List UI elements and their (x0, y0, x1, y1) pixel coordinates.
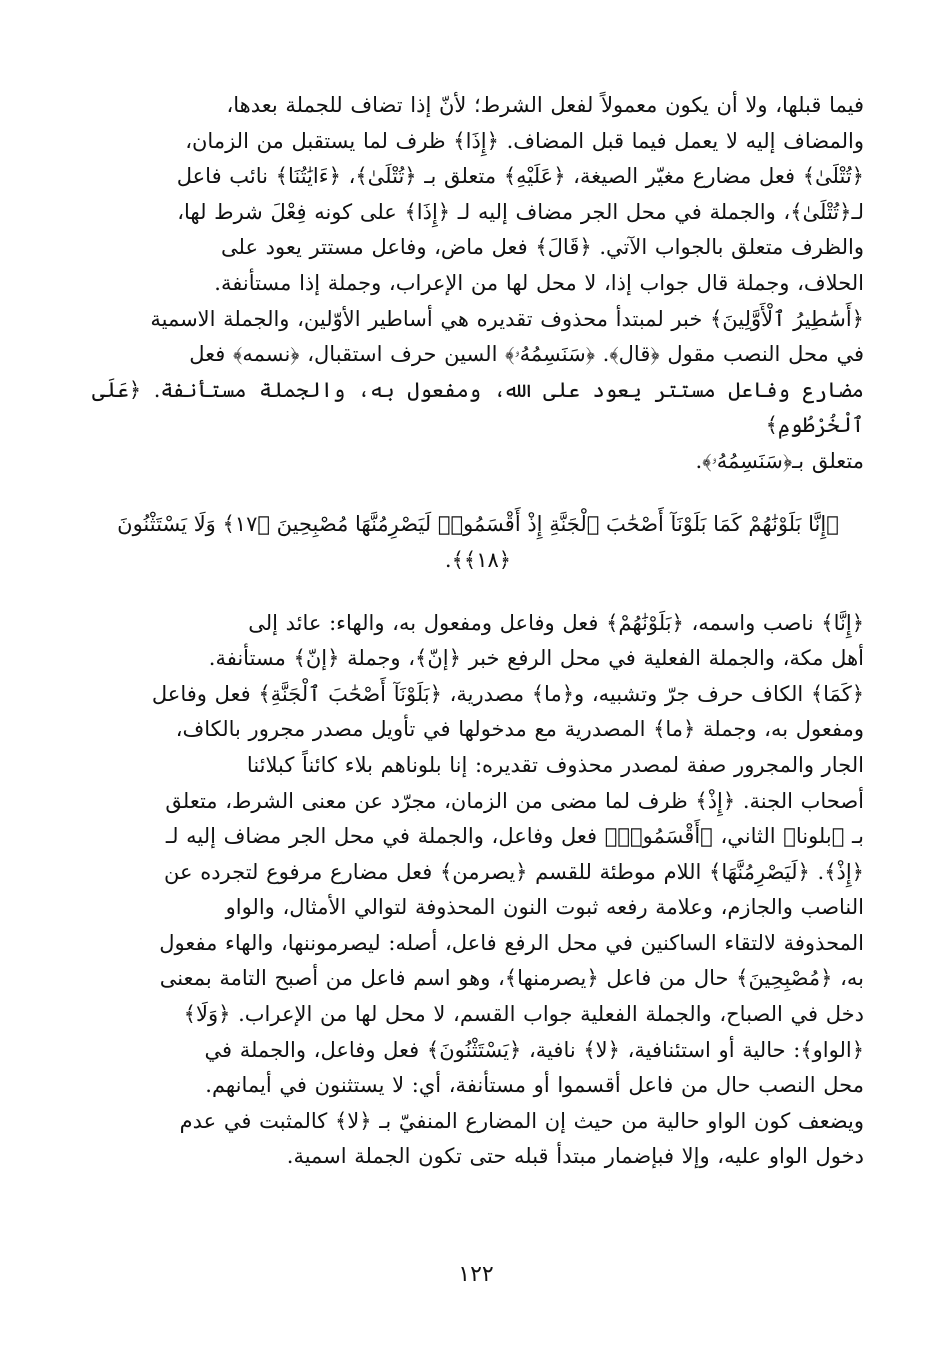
quran-verse: ﴿إِنَّا بَلَوْنَٰهُمْ كَمَا بَلَوْنَآ أَصْحَٰبَ ٱلْجَنَّةِ إِذْ أَقْسَمُوا۟ لَيَصْرِمُنَّهَا مُصْبِحِينَ ﴿١٧﴾ وَلَا يَسْتَثْنُونَ ﴿١٨﴾﴾. (117, 511, 839, 572)
text-line: ومفعول به، وجملة ﴿ما﴾ المصدرية مع مدخولها في تأويل مصدر مجرور بالكاف، (175, 717, 864, 742)
text-line: الناصب والجازم، وعلامة رفعه ثبوت النون المحذوفة لتوالي الأمثال، والواو (225, 895, 864, 920)
text-line: محل النصب حال من فاعل أقسموا أو مستأنفة، أي: لا يستثنون في أيمانهم. (205, 1073, 864, 1098)
text-line: ﴿إِذْ﴾. ﴿لَيَصْرِمُنَّهَا﴾ اللام موطئة للقسم ﴿يصرمن﴾ فعل مضارع مرفوع لتجرده عن (164, 859, 864, 884)
paragraph-2 (92, 606, 864, 1176)
text-line: لـ﴿تُتْلَىٰ﴾، والجملة في محل الجر مضاف إليه لـ ﴿إِذَا﴾ على كونه فِعْلَ شرط لها، (177, 199, 864, 224)
text-line: الجار والمجرور صفة لمصدر محذوف تقديره: إنا بلوناهم بلاء كائناً كبلائنا (246, 752, 864, 777)
text-line: مضارع وفاعل مستتر يعود على الله، ومفعول به، والجملة مستأنفة. ﴿عَلَى ٱلْخُرْطُومِ﴾ (92, 377, 864, 438)
text-line: ﴿كَمَا﴾ الكاف حرف جرّ وتشبيه، و﴿ما﴾ مصدرية، ﴿بَلَوْنَآ أَصْحَٰبَ ٱلْجَنَّةِ﴾ فعل وفاعل (151, 681, 864, 706)
text-line: ﴿إِنَّا﴾ ناصب واسمه، ﴿بَلَوْنَٰهُمْ﴾ فعل وفاعل ومفعول به، والهاء: عائد إلى (248, 610, 864, 635)
text-line: المحذوفة لالتقاء الساكنين في محل الرفع فاعل، أصله: ليصرموننها، والهاء مفعول (159, 930, 864, 955)
page-number: ١٢٢ (458, 1262, 494, 1287)
text-line: فيما قبلها، ولا أن يكون معمولاً لفعل الشرط؛ لأنّ إذا تضاف للجملة بعدها، (226, 93, 864, 117)
text-line: ﴿أَسَٰطِيرُ ٱلْأَوَّلِينَ﴾ خبر لمبتدأ محذوف تقديره هي أساطير الأوّلين، والجملة الاسمية (150, 306, 864, 331)
text-line: دخل في الصباح، والجملة الفعلية جواب القسم، لا محل لها من الإعراب. ﴿وَلَا﴾ (183, 1002, 864, 1027)
text-line: متعلق بـ﴿سَنَسِمُهُۥ﴾. (695, 448, 864, 473)
text-line: ﴿تُتْلَىٰ﴾ فعل مضارع مغيّر الصيغة، ﴿عَلَيْهِ﴾ متعلق بـ ﴿تُتْلَىٰ﴾، ﴿ءَايَٰتُنَا﴾ نائب فاعل (176, 164, 864, 189)
text-line: أهل مكة، والجملة الفعلية في محل الرفع خبر ﴿إنّ﴾، وجملة ﴿إنّ﴾ مستأنفة. (208, 646, 864, 671)
text-line: الحلاف، وجملة قال جواب إذا، لا محل لها من الإعراب، وجملة إذا مستأنفة. (214, 270, 864, 295)
text-line: ويضعف كون الواو حالية من حيث إن المضارع المنفيّ بـ ﴿لا﴾ كالمثبت في عدم (179, 1108, 864, 1133)
text-line: أصحاب الجنة. ﴿إِذْ﴾ ظرف لما مضى من الزمان، مجرّد عن معنى الشرط، متعلق (165, 788, 864, 813)
text-line: دخول الواو عليه، وإلا فبإضمار مبتدأ قبله حتى تكون الجملة اسمية. (286, 1144, 864, 1169)
text-line: في محل النصب مقول ﴿قال﴾. ﴿سَنَسِمُهُۥ﴾ السين حرف استقبال، ﴿نسمه﴾ فعل (189, 342, 864, 367)
text-line: ﴿الواو﴾: حالية أو استئنافية، ﴿لا﴾ نافية، ﴿يَسْتَثْنُونَ﴾ فعل وفاعل، والجملة في (204, 1037, 864, 1062)
text-line: بـ ﴿بلونا﴾ الثاني، ﴿أَقْسَمُوا۟﴾ فعل وفاعل، والجملة في محل الجر مضاف إليه لـ (165, 824, 864, 849)
paragraph-1 (92, 88, 864, 480)
text-line: والظرف متعلق بالجواب الآتي. ﴿قَالَ﴾ فعل ماض، وفاعل مستتر يعود على (221, 235, 864, 260)
text-line: والمضاف إليه لا يعمل فيما قبل المضاف. ﴿إِذَا﴾ ظرف لما يستقبل من الزمان، (185, 128, 864, 153)
text-line: به، ﴿مُصْبِحِينَ﴾ حال من فاعل ﴿يصرمنها﴾، وهو اسم فاعل من أصبح التامة بمعنى (159, 966, 864, 991)
